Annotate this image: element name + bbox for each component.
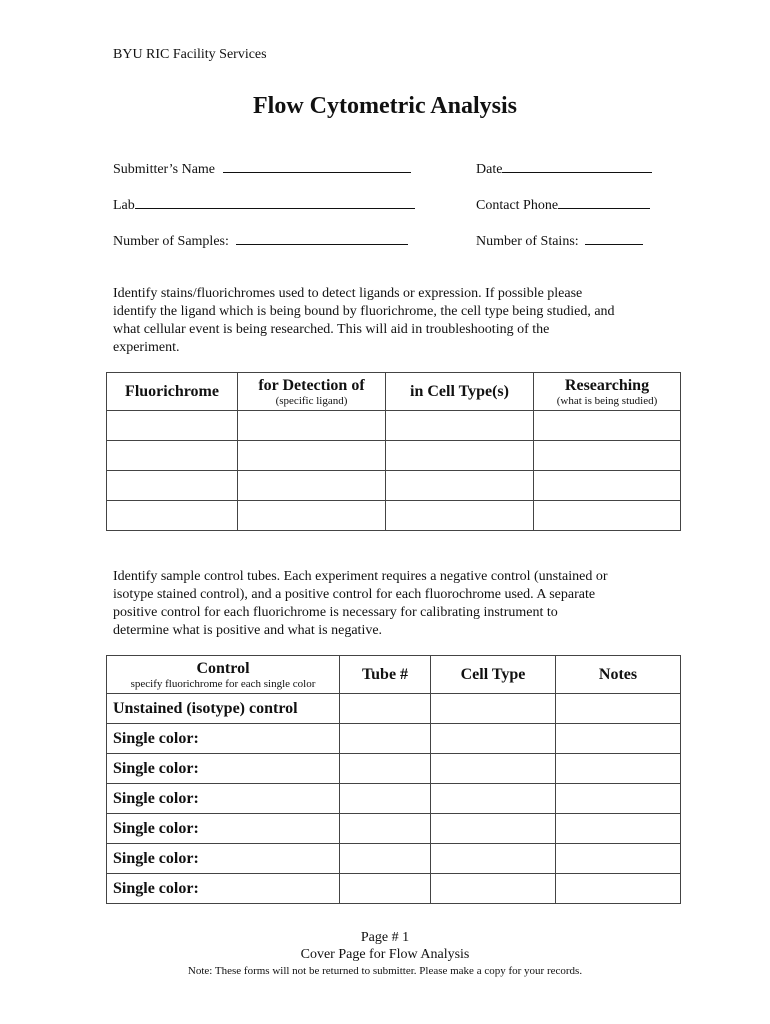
table-cell[interactable]: [238, 441, 386, 471]
table-cell[interactable]: [107, 441, 238, 471]
header-detection: [238, 373, 386, 411]
table-cell[interactable]: [534, 501, 681, 531]
facility-header: BYU RIC Facility Services: [113, 47, 267, 62]
row-label: Single color:: [107, 724, 340, 754]
table-cell[interactable]: [556, 874, 681, 904]
table-row: [107, 784, 681, 814]
table-cell[interactable]: [340, 814, 431, 844]
table-cell[interactable]: [340, 844, 431, 874]
header-control-label: Control: [196, 659, 250, 677]
header-detection-sublabel: (specific ligand): [275, 394, 348, 407]
date-line[interactable]: [502, 160, 652, 173]
num-stains-field[interactable]: [476, 232, 643, 250]
table-row: [107, 411, 681, 441]
table-row: [107, 844, 681, 874]
table-row: [107, 471, 681, 501]
table-cell[interactable]: [431, 694, 556, 724]
submitter-name-line[interactable]: [223, 160, 411, 173]
header-cell-type-label: Cell Type: [460, 665, 526, 683]
header-fluorichrome: [107, 373, 238, 411]
instructions-controls-line: isotype stained control), and a positive control for each fluorochrome used. A separate: [113, 587, 596, 602]
table-cell[interactable]: [238, 501, 386, 531]
cover-page-label: Cover Page for Flow Analysis: [300, 947, 470, 962]
fluorichrome-table: [106, 372, 681, 531]
row-label: Single color:: [107, 784, 340, 814]
header-researching-sublabel: (what is being studied): [556, 394, 658, 407]
row-label: Unstained (isotype) control: [107, 694, 340, 724]
row-label: Single color:: [107, 844, 340, 874]
header-cell-type: [386, 373, 534, 411]
header-tube-number-label: Tube #: [361, 665, 409, 683]
page-footer: [0, 929, 770, 980]
table-cell[interactable]: [534, 471, 681, 501]
table-cell[interactable]: [238, 411, 386, 441]
table-row: [107, 874, 681, 904]
table-cell[interactable]: [386, 501, 534, 531]
instructions-stains: [113, 285, 673, 357]
table-cell[interactable]: [386, 441, 534, 471]
date-field[interactable]: [476, 160, 652, 178]
header-fluorichrome-label: Fluorichrome: [125, 382, 219, 400]
submitter-name-label: Submitter’s Name: [113, 162, 216, 177]
row-label: Single color:: [107, 814, 340, 844]
num-samples-line[interactable]: [236, 232, 408, 245]
header-detection-label: for Detection of: [258, 376, 365, 394]
lab-label: Lab: [113, 198, 135, 213]
table-cell[interactable]: [386, 411, 534, 441]
table-cell[interactable]: [386, 471, 534, 501]
table-cell[interactable]: [431, 724, 556, 754]
table-cell[interactable]: [340, 754, 431, 784]
num-stains-label: Number of Stains:: [476, 234, 579, 249]
table-cell[interactable]: [556, 754, 681, 784]
table-row: [107, 724, 681, 754]
lab-line[interactable]: [135, 196, 415, 209]
instructions-stains-line: what cellular event is being researched. This will aid in troubleshooting of the: [113, 322, 550, 337]
lab-field[interactable]: [113, 196, 415, 214]
table-cell[interactable]: [556, 784, 681, 814]
instructions-controls: [113, 568, 673, 640]
header-cell-type-label: in Cell Type(s): [410, 382, 509, 400]
table-cell[interactable]: [340, 784, 431, 814]
row-label: Single color:: [107, 754, 340, 784]
contact-phone-field[interactable]: [476, 196, 650, 214]
header-notes-label: Notes: [598, 665, 638, 683]
table-cell[interactable]: [238, 471, 386, 501]
table-cell[interactable]: [556, 724, 681, 754]
control-tubes-table: [106, 655, 681, 904]
instructions-controls-line: determine what is positive and what is negative.: [113, 623, 383, 638]
table-cell[interactable]: [107, 501, 238, 531]
table-cell[interactable]: [534, 441, 681, 471]
submitter-name-field[interactable]: [113, 160, 411, 178]
control-table-header: [107, 656, 681, 694]
row-label: Single color:: [107, 874, 340, 904]
instructions-controls-line: positive control for each fluorichrome is necessary for calibrating instrument to: [113, 605, 558, 620]
table-row: [107, 814, 681, 844]
num-stains-line[interactable]: [585, 232, 643, 245]
fluorichrome-table-header: [107, 373, 681, 411]
instructions-stains-line: identify the ligand which is being bound by fluorichrome, the cell type being studied, and: [113, 304, 615, 319]
table-cell[interactable]: [431, 814, 556, 844]
table-row: [107, 501, 681, 531]
header-cell-type: [431, 656, 556, 694]
table-cell[interactable]: [107, 471, 238, 501]
table-row: [107, 694, 681, 724]
instructions-controls-line: Identify sample control tubes. Each experiment requires a negative control (unstained or: [113, 569, 608, 584]
table-cell[interactable]: [431, 784, 556, 814]
page-number: Page # 1: [360, 930, 410, 945]
table-row: [107, 754, 681, 784]
contact-phone-line[interactable]: [558, 196, 650, 209]
table-cell[interactable]: [534, 411, 681, 441]
header-control-sublabel: specify fluorichrome for each single color: [130, 677, 316, 690]
header-notes: [556, 656, 681, 694]
table-cell[interactable]: [556, 694, 681, 724]
table-cell[interactable]: [431, 754, 556, 784]
header-tube-number: [340, 656, 431, 694]
page-title: Flow Cytometric Analysis: [253, 93, 517, 119]
header-control: [107, 656, 340, 694]
table-cell[interactable]: [431, 874, 556, 904]
contact-phone-label: Contact Phone: [476, 198, 559, 213]
instructions-stains-line: experiment.: [113, 340, 180, 355]
header-researching-label: Researching: [564, 376, 650, 394]
table-cell[interactable]: [431, 844, 556, 874]
table-row: [107, 441, 681, 471]
instructions-stains-line: Identify stains/fluorichromes used to detect ligands or expression. If possible please: [113, 286, 583, 301]
date-label: Date: [476, 162, 503, 177]
table-cell[interactable]: [340, 724, 431, 754]
header-researching: [534, 373, 681, 411]
table-cell[interactable]: [340, 694, 431, 724]
footer-note: Note: These forms will not be returned to submitter. Please make a copy for your records.: [187, 965, 583, 977]
num-samples-field[interactable]: [113, 232, 408, 250]
table-cell[interactable]: [556, 844, 681, 874]
table-cell[interactable]: [556, 814, 681, 844]
table-cell[interactable]: [340, 874, 431, 904]
num-samples-label: Number of Samples:: [113, 234, 229, 249]
table-cell[interactable]: [107, 411, 238, 441]
